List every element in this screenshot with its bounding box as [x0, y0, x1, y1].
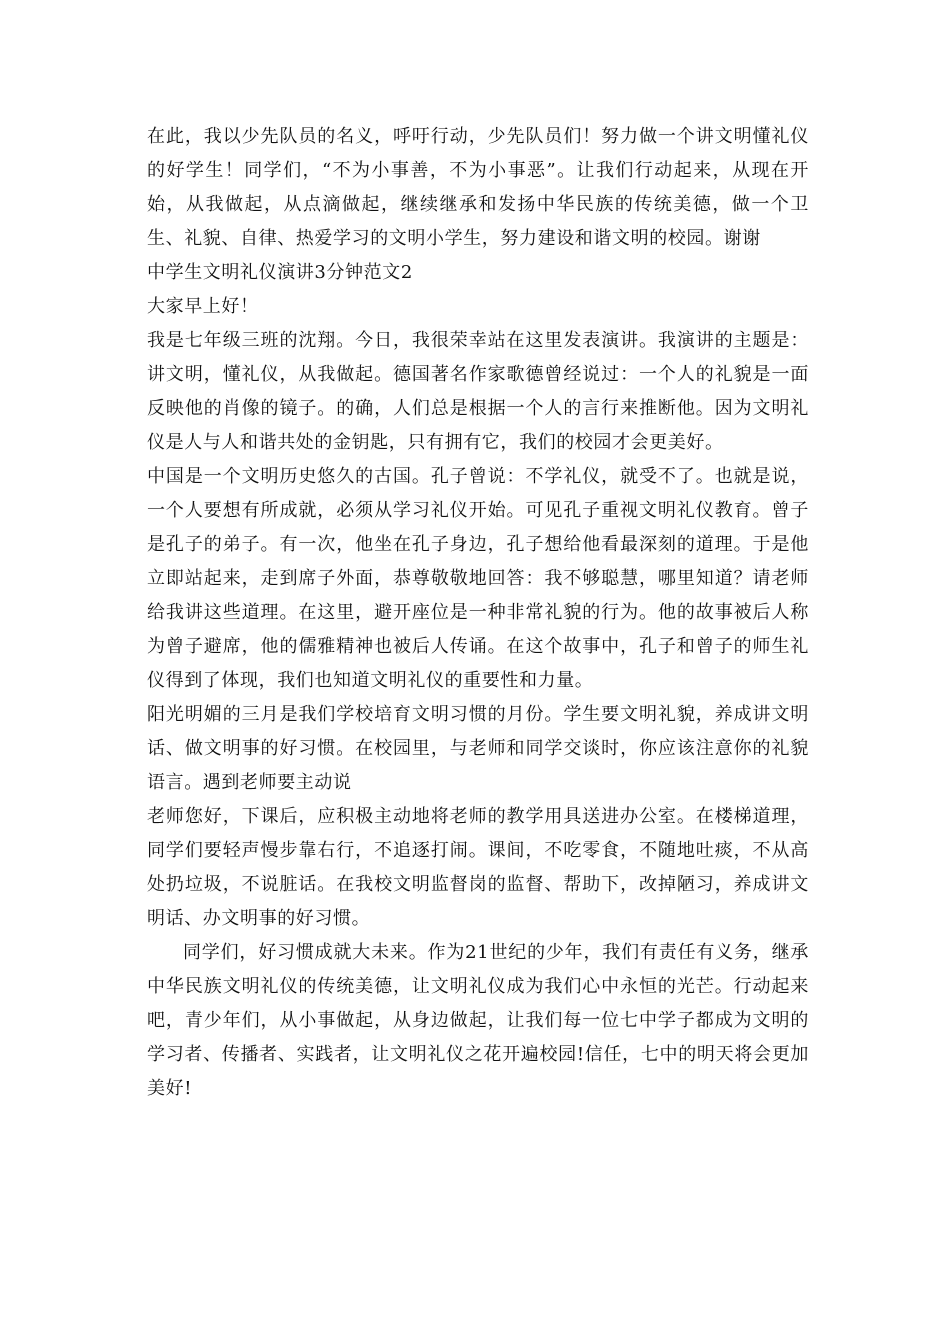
paragraph-confucius-story: 中国是一个文明历史悠久的古国。孔子曾说：不学礼仪，就受不了。也就是说，一个人要想有所成就，必须从学习礼仪开始。可见孔子重视文明礼仪教育。曾子是孔子的弟子。有一次，他坐在孔子身边，孔子想给他看最深刻的道理。于是他立即站起来，走到席子外面，恭尊敬敬地回答：我不够聪慧，哪里知道？请老师给我讲这些道理。在这里，避开座位是一种非常礼貌的行为。他的故事被后人称为曾子避席，他的儒雅精神也被后人传诵。在这个故事中，孔子和曾子的师生礼仪得到了体现，我们也知道文明礼仪的重要性和力量。	[147, 466, 809, 691]
paragraph-march-habits: 阳光明媚的三月是我们学校培育文明习惯的月份。学生要文明礼貌，养成讲文明话、做文明事的好习惯。在校园里，与老师和同学交谈时，你应该注意你的礼貌语言。遇到老师要主动说	[147, 704, 809, 793]
paragraph-greeting: 大家早上好！	[147, 296, 259, 317]
paragraph-school-rules: 老师您好，下课后，应积极主动地将老师的教学用具送进办公室。在楼梯道理，同学们要轻声慢步靠右行，不追逐打闹。课间，不吃零食，不随地吐痰，不从高处扔垃圾，不说脏话。在我校文明监督岗的监督、帮助下，改掉陋习，养成讲文明话、办文明事的好习惯。	[147, 806, 809, 929]
paragraph-introduction: 我是七年级三班的沈翔。今日，我很荣幸站在这里发表演讲。我演讲的主题是：讲文明，懂礼仪，从我做起。德国著名作家歌德曾经说过：一个人的礼貌是一面反映他的肖像的镜子。的确，人们总是根据一个人的言行来推断他。因为文明礼仪是人与人和谐共处的金钥匙，只有拥有它，我们的校园才会更美好。	[147, 330, 809, 453]
paragraph-conclusion: 同学们，好习惯成就大未来。作为21世纪的少年，我们有责任有义务，继承中华民族文明礼仪的传统美德，让文明礼仪成为我们心中永恒的光芒。行动起来吧，青少年们，从小事做起，从身边做起，让我们每一位七中学子都成为文明的学习者、传播者、实践者，让文明礼仪之花开遍校园!信任，七中的明天将会更加美好!	[147, 942, 809, 1099]
paragraph-closing-appeal: 在此，我以少先队员的名义，呼吁行动，少先队员们！努力做一个讲文明懂礼仪的好学生！同学们，“不为小事善，不为小事恶”。让我们行动起来，从现在开始，从我做起，从点滴做起，继续继承和发扬中华民族的传统美德，做一个卫生、礼貌、自律、热爱学习的文明小学生，努力建设和谐文明的校园。谢谢	[147, 126, 809, 249]
document-body	[147, 120, 809, 1106]
section-title: 中学生文明礼仪演讲3分钟范文2	[147, 262, 413, 283]
